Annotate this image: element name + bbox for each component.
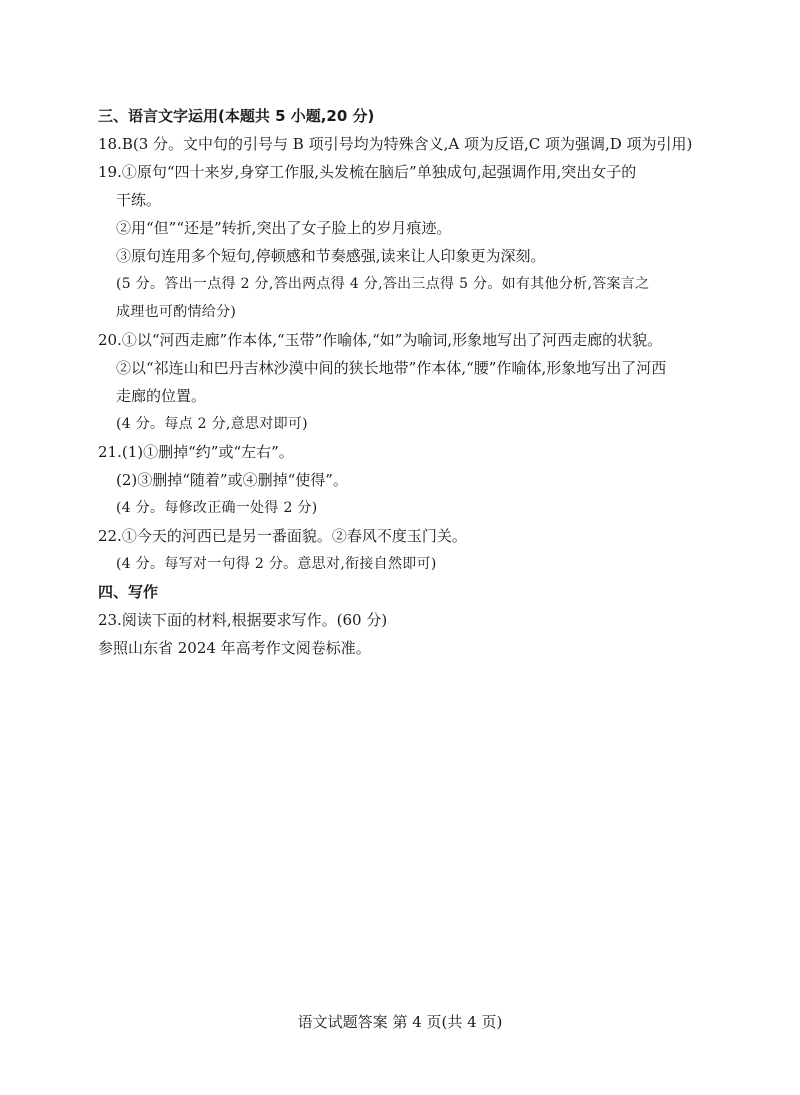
q19-answer-line-3: ②用“但”“还是”转折,突出了女子脸上的岁月痕迹。 bbox=[116, 219, 452, 237]
section-3-title: 三、语言文字运用(本题共 5 小题,20 分) bbox=[98, 107, 375, 125]
q19-answer-line-2: 干练。 bbox=[116, 191, 162, 209]
q20-scoring-note: (4 分。每点 2 分,意思对即可) bbox=[116, 416, 308, 432]
q18-answer: 18.B(3 分。文中句的引号与 B 项引号均为特殊含义,A 项为反语,C 项为强调,D 项为引用) bbox=[98, 135, 693, 153]
q19-scoring-note-2: 成理也可酌情给分) bbox=[116, 304, 237, 320]
q21-answer-line-1: 21.(1)①删掉“约”或“左右”。 bbox=[98, 443, 294, 461]
q22-scoring-note: (4 分。每写对一句得 2 分。意思对,衔接自然即可) bbox=[116, 556, 437, 572]
q21-scoring-note: (4 分。每修改正确一处得 2 分) bbox=[116, 500, 318, 516]
q19-answer-line-4: ③原句连用多个短句,停顿感和节奏感强,读来让人印象更为深刻。 bbox=[116, 247, 546, 265]
q20-answer-line-3: 走廊的位置。 bbox=[116, 387, 207, 405]
q22-answer-line-1: 22.①今天的河西已是另一番面貌。②春风不度玉门关。 bbox=[98, 527, 467, 545]
page-footer: 语文试题答案 第 4 页(共 4 页) bbox=[297, 1013, 503, 1031]
q19-answer-line-1: 19.①原句“四十来岁,身穿工作服,头发梳在脑后”单独成句,起强调作用,突出女子的 bbox=[98, 163, 637, 181]
q20-answer-line-2: ②以“祁连山和巴丹吉林沙漠中间的狭长地带”作本体,“腰”作喻体,形象地写出了河西 bbox=[116, 359, 667, 377]
q20-answer-line-1: 20.①以“河西走廊”作本体,“玉带”作喻体,“如”为喻词,形象地写出了河西走廊的状貌。 bbox=[98, 331, 663, 349]
answer-content bbox=[98, 102, 718, 662]
q19-scoring-note-1: (5 分。答出一点得 2 分,答出两点得 4 分,答出三点得 5 分。如有其他分析,答案言之 bbox=[116, 276, 650, 292]
section-4-title: 四、写作 bbox=[98, 583, 159, 601]
q21-answer-line-2: (2)③删掉“随着”或④删掉“使得”。 bbox=[116, 471, 348, 489]
q23-answer: 参照山东省 2024 年高考作文阅卷标准。 bbox=[98, 639, 371, 657]
q23-prompt: 23.阅读下面的材料,根据要求写作。(60 分) bbox=[98, 611, 388, 629]
